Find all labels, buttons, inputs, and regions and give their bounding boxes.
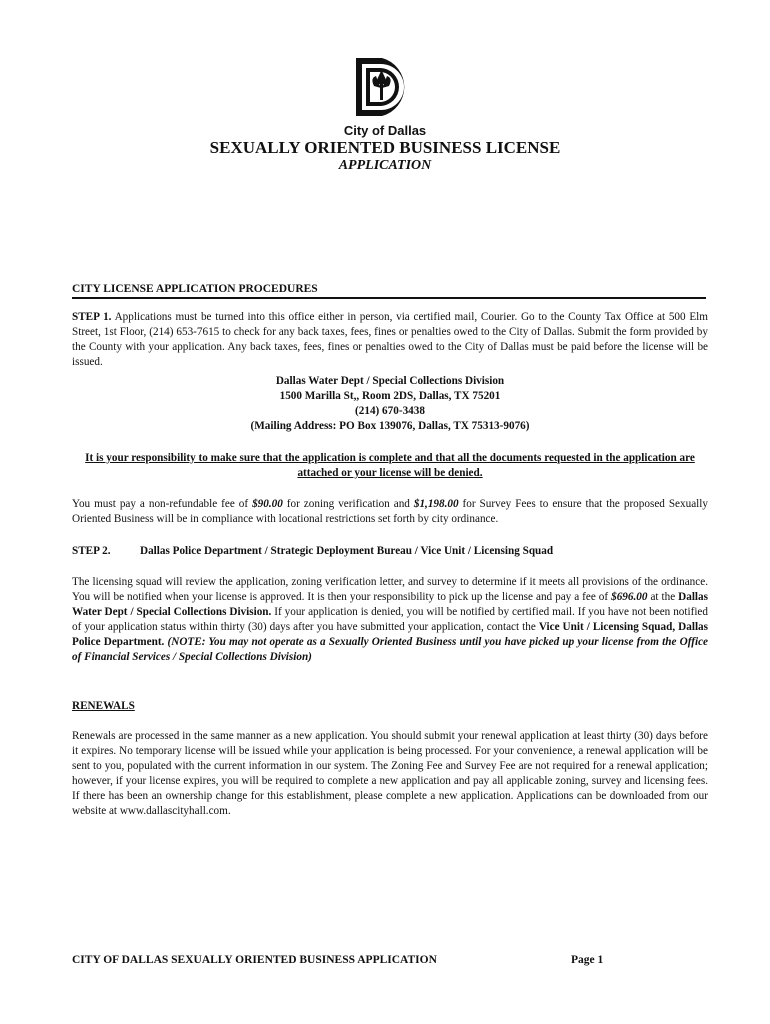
step2-text-3: If your application is denied, you will be notified by certified mail. If you have not been notified of your application status within thirty (30) days after you have submitted your application, contact the <box>72 606 708 633</box>
renewals-heading: RENEWALS <box>72 700 135 712</box>
step2-text-2: at the <box>647 591 679 603</box>
document-subtitle: APPLICATION <box>338 158 432 173</box>
dallas-logo-icon <box>352 54 418 120</box>
step2-note: (NOTE: You may not operate as a Sexually Oriented Business until you have picked up your license from the Office of Financial Services / Special Collections Division) <box>72 636 708 663</box>
step2-heading <box>72 544 553 559</box>
step1-text: Applications must be turned into this office either in person, via certified mail, Courier. Go to the County Tax Office at 500 Elm Street, 1st Floor, (214) 653-7615 to check for any back taxes, fees, fines or penalties owed to the City of Dallas. Submit the form provided by the County with your application. Any back taxes, fees, fines or penalties owed to the City of Dallas must be paid before the license will be issued. <box>72 311 708 368</box>
step1-paragraph <box>72 310 708 370</box>
license-fee-amount: $696.00 <box>611 591 648 603</box>
responsibility-warning: It is your responsibility to make sure that the application is complete and that all the documents requested in the application are attached or your license will be denied. <box>85 452 695 479</box>
survey-fee-amount: $1,198.00 <box>413 498 459 510</box>
step2-text-1: The licensing squad will review the application, zoning verification letter, and survey to determine if it meets all provisions of the ordinance. You will be notified when your license is approved. It is then your responsibility to pick up the license and pay a fee of <box>72 576 708 603</box>
zoning-fee-amount: $90.00 <box>252 498 283 510</box>
city-logo-name: City of Dallas <box>343 123 427 138</box>
document-title: SEXUALLY ORIENTED BUSINESS LICENSE <box>209 138 561 157</box>
address-block <box>72 374 708 434</box>
fee-text-3: for Survey Fees to ensure that the proposed Sexually Oriented Business will be in compliance with locational restrictions set forth by city ordinance. <box>72 498 708 525</box>
fee-paragraph <box>72 497 708 527</box>
step1-label: STEP 1. <box>72 311 112 323</box>
procedures-heading: CITY LICENSE APPLICATION PROCEDURES <box>72 282 706 299</box>
address-line-4: (Mailing Address: PO Box 139076, Dallas, TX 75313-9076) <box>250 420 530 432</box>
step2-contact: Vice Unit / Licensing Squad, Dallas Police Department. <box>72 621 708 648</box>
step2-department: Dallas Police Department / Strategic Deployment Bureau / Vice Unit / Licensing Squad <box>140 545 554 557</box>
address-line-2: 1500 Marilla St,, Room 2DS, Dallas, TX 75201 <box>279 390 501 402</box>
fee-text-2: for zoning verification and <box>282 498 414 510</box>
fee-text-1: You must pay a non-refundable fee of <box>72 498 253 510</box>
address-line-1: Dallas Water Dept / Special Collections Division <box>275 375 505 387</box>
address-line-3: (214) 670-3438 <box>355 405 425 417</box>
renewals-paragraph: Renewals are processed in the same manner as a new application. You should submit your renewal application at least thirty (30) days before it expires. No temporary license will be issued while your application is being processed. For your convenience, a renewal application will be sent to you, populated with the current information in our system. The Zoning Fee and Survey Fee are not required for a renewal application; however, if your license expires, you will be required to complete a new application and pay all applicable zoning, survey and licensing fees. If there has been an ownership change for this establishment, please complete a new application. Applications can be downloaded from our website at www.dallascityhall.com. <box>72 730 708 817</box>
step2-paragraph <box>72 575 708 665</box>
page-number: Page 1 <box>571 954 604 966</box>
footer-title: CITY OF DALLAS SEXUALLY ORIENTED BUSINESS APPLICATION <box>72 954 437 966</box>
step2-dept: Dallas Water Dept / Special Collections Division. <box>72 591 708 618</box>
step2-label: STEP 2. <box>72 545 111 557</box>
